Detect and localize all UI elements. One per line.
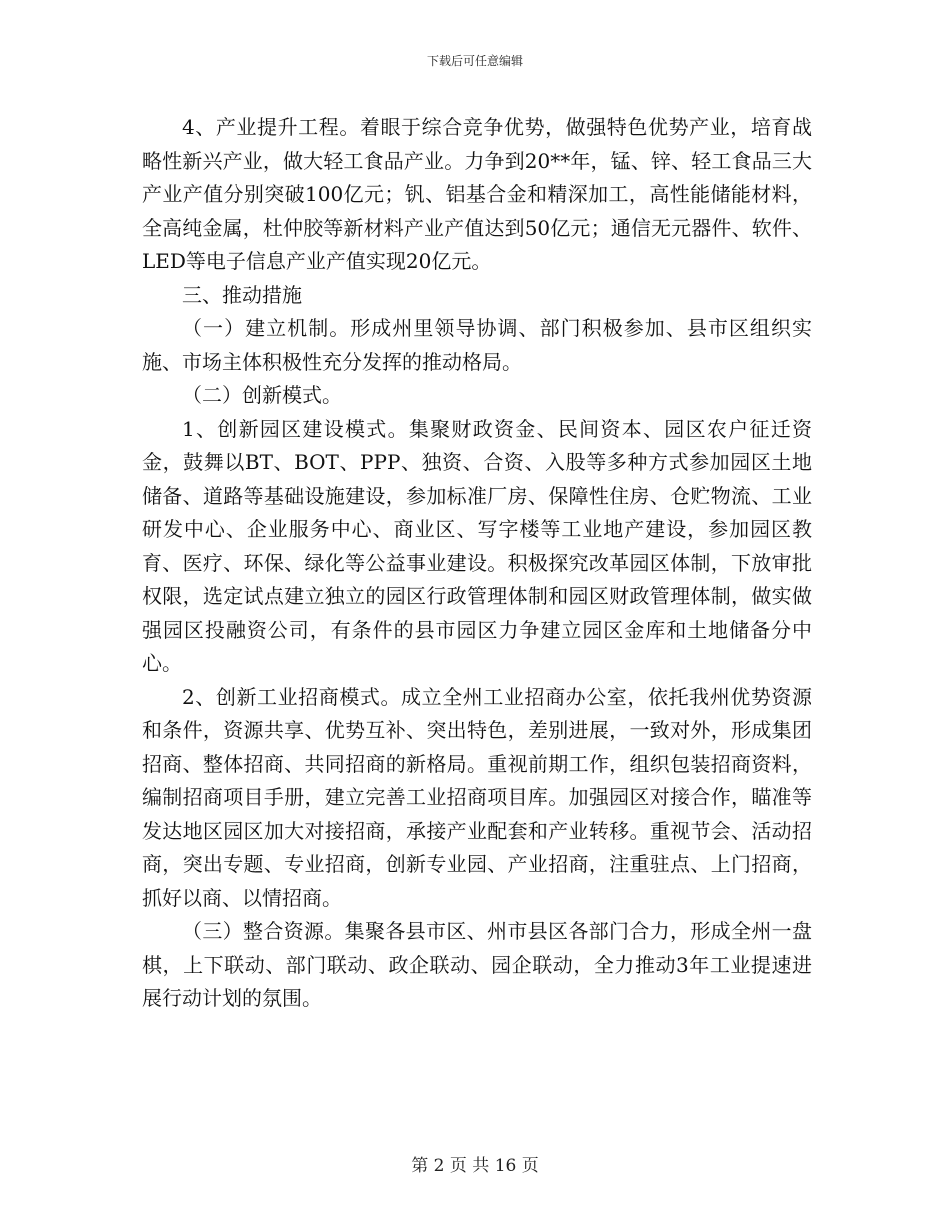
document-body <box>142 111 812 1016</box>
page-header: 下载后可任意编辑 <box>426 54 523 68</box>
paragraph-resource-integration: （三）整合资源。集聚各县市区、州市县区各部门合力，形成全州一盘棋，上下联动、部门联动、政企联动、园企联动，全力推动3年工业提速进展行动计划的氛围。 <box>142 919 812 1010</box>
page-number: 第 2 页 共 16 页 <box>411 1156 539 1176</box>
subheading-innovation-model: （二）创新模式。 <box>182 383 342 407</box>
paragraph-industry-upgrade: 4、产业提升工程。着眼于综合竞争优势，做强特色优势产业，培育战略性新兴产业，做大轻工食品产业。力争到20**年，锰、锌、轻工食品三大产业产值分别突破100亿元；钒、铝基合金和精深加工，高性能储能材料，全高纯金属，杜仲胶等新材料产业产值达到50亿元；通信无元器件、软件、LED等电子信息产业产值实现20亿元。 <box>142 115 812 273</box>
section-heading-measures: 三、推动措施 <box>182 282 302 307</box>
paragraph-investment-attraction: 2、创新工业招商模式。成立全州工业招商办公室，依托我州优势资源和条件，资源共享、优势互补、突出特色，差别进展，一致对外，形成集团招商、整体招商、共同招商的新格局。重视前期工作，组织包装招商资料，编制招商项目手册，建立完善工业招商项目库。加强园区对接合作，瞄准等发达地区园区加大对接招商，承接产业配套和产业转移。重视节会、活动招商，突出专题、专业招商，创新专业园、产业招商，注重驻点、上门招商，抓好以商、以情招商。 <box>142 684 812 910</box>
paragraph-park-construction: 1、创新园区建设模式。集聚财政资金、民间资本、园区农户征迁资金，鼓舞以BT、BOT、PPP、独资、合资、入股等多种方式参加园区土地储备、道路等基础设施建设，参加标准厂房、保障性住房、仓贮物流、工业研发中心、企业服务中心、商业区、写字楼等工业地产建设，参加园区教育、医疗、环保、绿化等公益事业建设。积极探究改革园区体制，下放审批权限，选定试点建立独立的园区行政管理体制和园区财政管理体制，做实做强园区投融资公司，有条件的县市园区力争建立园区金库和土地储备分中心。 <box>142 416 812 675</box>
paragraph-mechanism: （一）建立机制。形成州里领导协调、部门积极参加、县市区组织实施、市场主体积极性充分发挥的推动格局。 <box>142 316 812 374</box>
